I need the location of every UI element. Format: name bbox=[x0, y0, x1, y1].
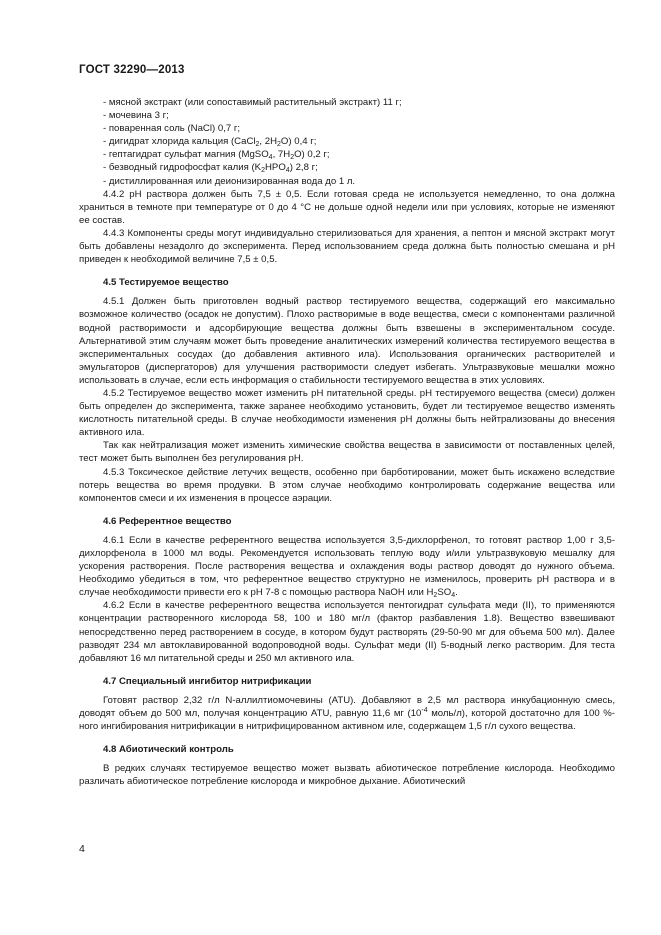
paragraph-4-5-1: 4.5.1 Должен быть приготовлен водный раствор тестируемого вещества, содержащий его максимально возможное количество (осадок не допустим). Плохо растворимые в воде вещества, смеси с компонентами различной водной растворимости и адсорбирующие вещества должны быть взвешены в экспериментальном сосуде. Альтернативой этим случаям может быть проведение аналитических измерений количества тестируемого вещества в экспериментальных сосудах (до добавления активного ила). Использования органических растворителей и эмульгаторов (диспергаторов) для улучшения растворимости следует избегать. Ультразвуковые мешалки можно использовать в случае, если есть информация о стабильности тестируемого вещества в этих условиях. bbox=[79, 296, 615, 386]
paragraph-4-5-2-note: Так как нейтрализация может изменить химические свойства вещества в зависимости от поставленных целей, тест может быть выполнен без регулирования pH. bbox=[79, 440, 615, 465]
list-item-k2hpo4: - безводный гидрофосфат калия $(K_2HPO_4)$ 2,8 г; bbox=[103, 162, 318, 175]
section-heading-4-7: 4.7 Специальный ингибитор нитрификации bbox=[103, 675, 312, 687]
paragraph-4-5-2: 4.5.2 Тестируемое вещество может изменить pH питательной среды. pH тестируемого вещества (смеси) должен быть определен до эксперимента, также заранее необходимо установить, будет ли тестируемое вещество изменять кислотность питательной среды. В случае необходимости изменения pH должны быть нейтрализованы до внесения активного ила. bbox=[79, 387, 615, 439]
section-heading-4-6: 4.6 Референтное вещество bbox=[103, 515, 232, 527]
paragraph-4-4-3: 4.4.3 Компоненты среды могут индивидуально стерилизоваться для хранения, а пептон и мясной экстракт могут быть добавлены незадолго до эксперимента. Перед использованием среда должна быть полностью смешана и pH приведен к необходимой величине 7,5 ± 0,5. bbox=[79, 227, 615, 266]
paragraph-4-6-2: 4.6.2 Если в качестве референтного вещества используется пентогидрат сульфата меди (II), то применяются концентрации растворенного кислорода 58, 100 и 180 мг/л (фактор разбавления 1.8). Вещество взвешивают непосредственно перед растворением в сосуде, в котором будут растворять (29-50-90 мг для объема 500 мл). Далее разводят 234 мл автоклавированной водопроводной воды. Сульфат меди (II) 5-водный легко растворим. Для теста добавляют 16 мл питательной среды и 250 мл активного ила. bbox=[79, 600, 615, 664]
list-item-water: - дистиллированная или деионизированная вода до 1 л. bbox=[103, 175, 356, 187]
document-body bbox=[79, 96, 615, 789]
list-item-nacl: - поваренная соль (NaCl) 0,7 г; bbox=[103, 123, 241, 135]
list-item-meat-extract: - мясной экстракт (или сопоставимый растительный экстракт) 11 г; bbox=[103, 97, 402, 108]
section-heading-4-8: 4.8 Абиотический контроль bbox=[103, 744, 234, 756]
document-code-header: ГОСТ 32290—2013 bbox=[79, 64, 185, 76]
paragraph-4-5-3: 4.5.3 Токсическое действие летучих веществ, особенно при барботировании, может быть искажено вследствие потерь вещества во время продувки. В этом случае необходимо контролировать содержание вещества или компонентов смеси и их изменения в процессе аэрации. bbox=[79, 466, 615, 504]
list-item-cacl2: - дигидрат хлорида кальция (CaCl$_2$, $2H_2O$) 0,4 г; bbox=[103, 136, 317, 149]
list-item-mgso4: - гептагидрат сульфат магния (MgSO$_4$, $7H_2O$) 0,2 г; bbox=[103, 149, 330, 162]
paragraph-4-4-2: 4.4.2 pH раствора должен быть 7,5 ± 0,5. Если готовая среда не используется немедленно, то она должна храниться в темноте при температуре от 0 до 4 °С не дольше одной недели или при условиях, которые не изменяют ее состав. bbox=[79, 188, 615, 226]
list-item-urea: - мочевина 3 г; bbox=[103, 110, 169, 122]
paragraph-4-8: В редких случаях тестируемое вещество может вызвать абиотическое потребление кислорода. Необходимо различать абиотическое потребление кислорода и микробное дыхание. Абиотический bbox=[79, 763, 615, 788]
page-number: 4 bbox=[79, 843, 85, 855]
section-heading-4-5: 4.5 Тестируемое вещество bbox=[103, 277, 229, 289]
paragraph-4-7: Готовят раствор 2,32 г/л N-аллилтиомочевины (ATU). Добавляют в 2,5 мл раствора инкубационную смесь, доводят объем до 500 мл, получая концентрацию ATU, равную 11,6 мг ($10^{-4}$ моль/л), которой достаточно для 100 %-ного ингибирования нитрификации в нитрифицированном активном иле, содержащем 1,5 г/л сухого вещества. bbox=[79, 694, 615, 733]
paragraph-4-6-1: 4.6.1 Если в качестве референтного вещества используется 3,5-дихлорфенол, то готовят раствор 1,00 г 3,5-дихлорфенола в 1000 мл воды. Рекомендуется использовать теплую воду и/или ультразвуковую мешалку для ускорения растворения. После растворения вещества и охлаждения воды раствор доводят до нужного объема. Необходимо убедиться в том, что референтное вещество структурно не изменилось, проверить pH раствора и в случае необходимости привести его к pH 7-8 с помощью раствора NaOH или $H_2SO_4$. bbox=[79, 534, 615, 600]
